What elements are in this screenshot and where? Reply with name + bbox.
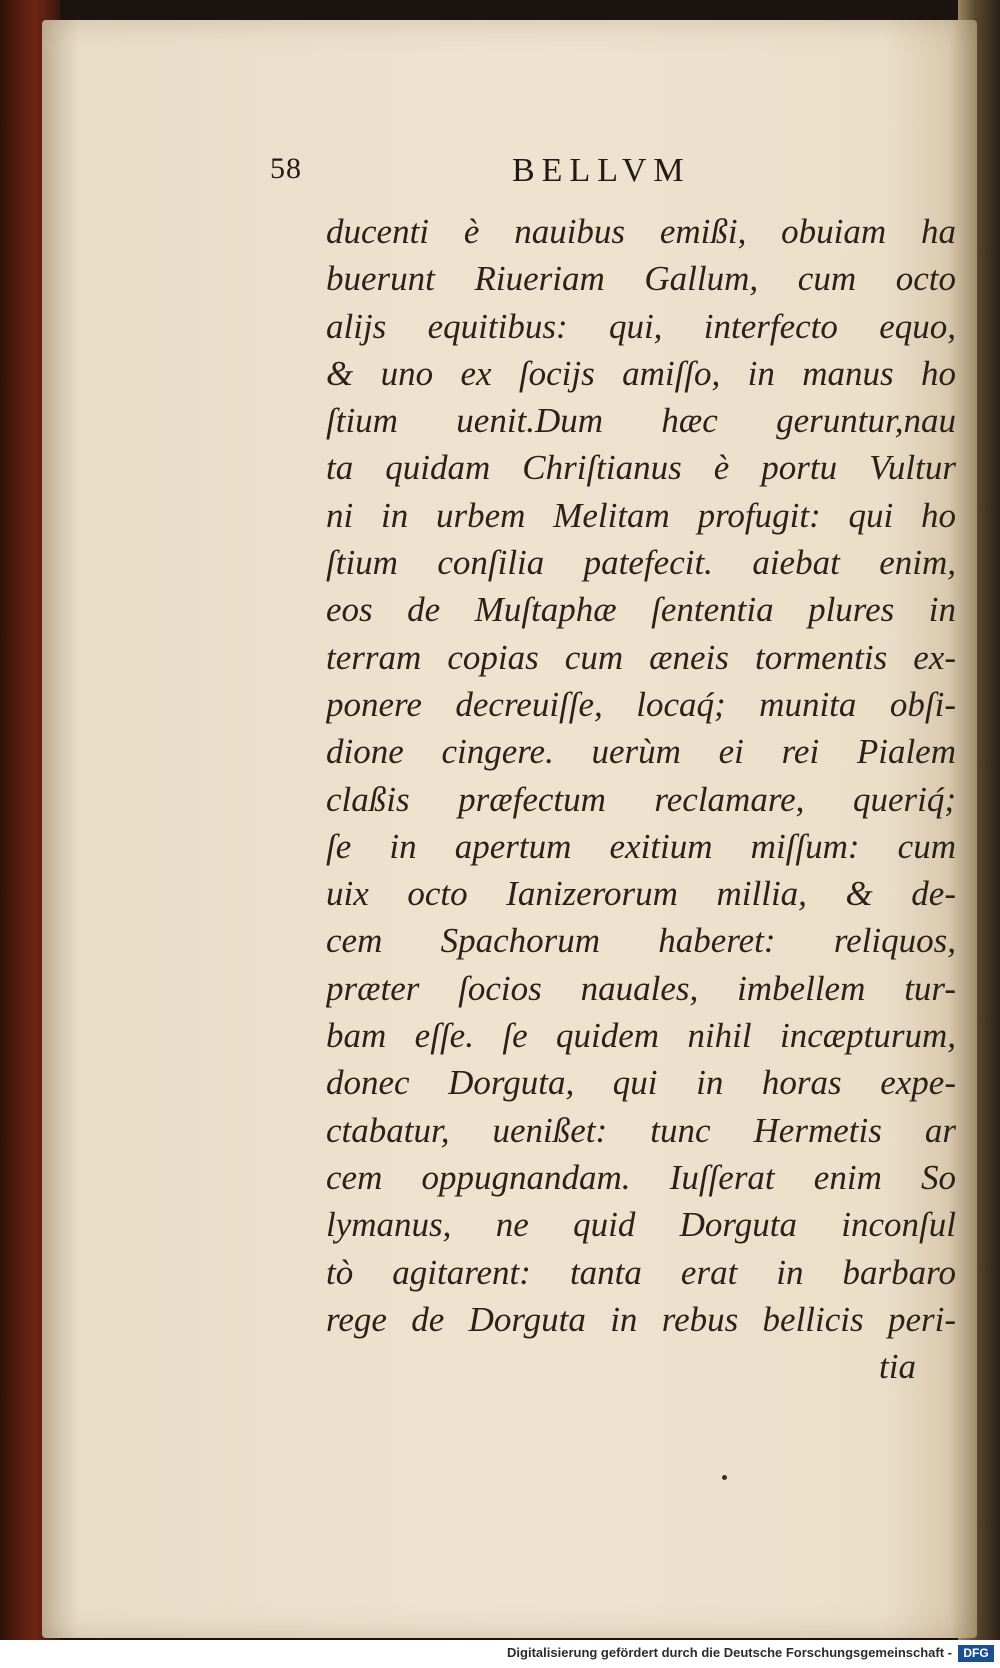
- text-line: claßis præfectum reclamare, queriq́;: [326, 779, 956, 819]
- text-line: ta quidam Chriſtianus è portu Vultur: [326, 448, 956, 488]
- footer-credit: Digitalisierung gefördert durch die Deutsche Forschungsgemeinschaft -: [507, 1645, 952, 1660]
- book-page: [42, 20, 977, 1638]
- text-line: lymanus, ne quid Dorguta inconſul: [326, 1205, 956, 1245]
- text-line: tò agitarent: tanta erat in barbaro: [326, 1252, 956, 1292]
- text-line: ſe in apertum exitium miſſum: cum: [326, 826, 956, 866]
- text-line: bam eſſe. ſe quidem nihil incæpturum,: [326, 1016, 956, 1056]
- text-line: & uno ex ſocijs amiſſo, in manus ho: [326, 353, 956, 393]
- dfg-logo: DFG: [958, 1645, 994, 1662]
- paper-speck: [722, 1475, 727, 1480]
- text-line: ſtium uenit.Dum hæc geruntur,nau: [326, 401, 956, 441]
- running-title: BELLVM: [512, 152, 691, 189]
- footer-bar: [0, 1640, 1000, 1668]
- text-line: ſtium conſilia patefecit. aiebat enim,: [326, 543, 956, 583]
- text-line: ducenti è nauibus emißi, obuiam ha: [326, 212, 956, 251]
- text-line: terram copias cum æneis tormentis ex-: [326, 637, 956, 677]
- text-line: buerunt Riueriam Gallum, cum octo: [326, 259, 956, 299]
- text-line: uix octo Ianizerorum millia, & de-: [326, 874, 956, 914]
- text-line: eos de Muſtaphæ ſententia plures in: [326, 590, 956, 630]
- catchword: tia: [879, 1347, 916, 1387]
- text-line: cem Spachorum haberet: reliquos,: [326, 921, 956, 961]
- text-line: ponere decreuiſſe, locaq́; munita obſi-: [326, 684, 956, 724]
- text-line: alijs equitibus: qui, interfecto equo,: [326, 306, 956, 346]
- running-head: [42, 152, 977, 202]
- text-block: [326, 208, 956, 1390]
- text-line: præter ſocios nauales, imbellem tur-: [326, 968, 956, 1008]
- text-line: dione cingere. uerùm ei rei Pialem: [326, 732, 956, 772]
- text-line: donec Dorguta, qui in horas expe-: [326, 1063, 956, 1103]
- text-line: rege de Dorguta in rebus bellicis peri-: [326, 1299, 956, 1339]
- text-line: cem oppugnandam. Iuſſerat enim So: [326, 1157, 956, 1197]
- text-line: ni in urbem Melitam profugit: qui ho: [326, 495, 956, 535]
- text-line: ctabatur, uenißet: tunc Hermetis ar: [326, 1110, 956, 1150]
- page-number: 58: [270, 152, 302, 185]
